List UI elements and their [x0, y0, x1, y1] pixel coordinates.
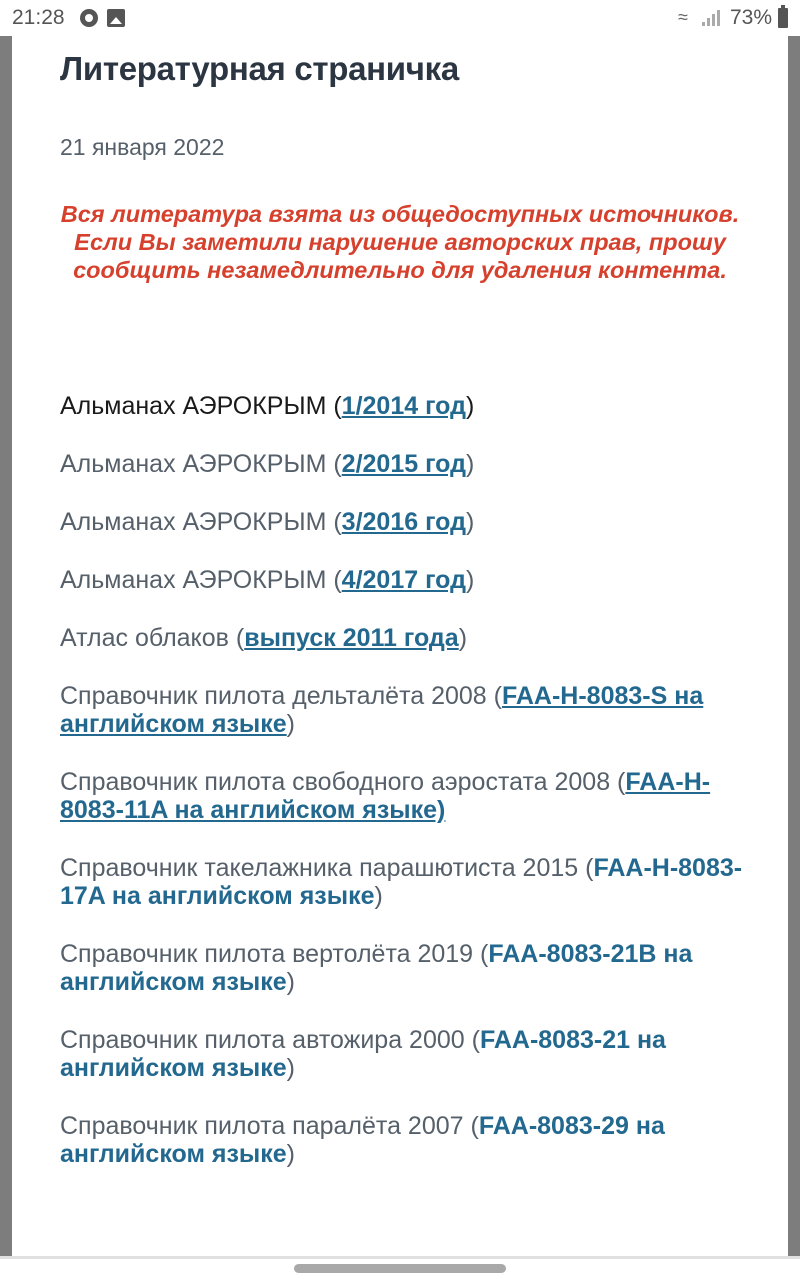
- item-link[interactable]: FAA-8083-21B на английском языке: [60, 940, 693, 996]
- list-item: Справочник пилота паралёта 2007 (FAA-8083-29 на английском языке): [60, 1112, 665, 1168]
- item-link[interactable]: 4/2017 год: [341, 566, 466, 594]
- page-title: Литературная страничка: [60, 50, 459, 87]
- gallery-icon: [107, 9, 125, 27]
- post-date: 21 января 2022: [60, 134, 225, 160]
- bottom-divider: [0, 1256, 800, 1259]
- page-frame-left: [0, 36, 12, 1256]
- list-item: Альманах АЭРОКРЫМ (4/2017 год): [60, 566, 475, 594]
- list-item: Альманах АЭРОКРЫМ (2/2015 год): [60, 450, 475, 478]
- article-content: [12, 36, 788, 1256]
- literature-list: [60, 392, 750, 1198]
- list-item: Справочник такелажника парашютиста 2015 (FAA-H-8083-17A на английском языке): [60, 854, 743, 910]
- list-item: Альманах АЭРОКРЫМ (3/2016 год): [60, 508, 475, 536]
- list-item: Справочник пилота свободного аэростата 2008 (FAA-H-8083-11A на английском языке): [60, 768, 711, 824]
- status-time: 21:28: [12, 6, 65, 29]
- signal-icon: [702, 10, 724, 26]
- list-item: Справочник пилота автожира 2000 (FAA-8083-21 на английском языке): [60, 1026, 666, 1082]
- item-link[interactable]: FAA-H-8083-11A на английском языке): [60, 768, 711, 824]
- list-item: Альманах АЭРОКРЫМ (1/2014 год): [60, 392, 475, 420]
- list-item: Справочник пилота дельталёта 2008 (FAA-H-8083-S на английском языке): [60, 682, 704, 738]
- list-item: Атлас облаков (выпуск 2011 года): [60, 624, 468, 652]
- item-link[interactable]: FAA-8083-21 на английском языке: [60, 1026, 666, 1082]
- item-link[interactable]: FAA-H-8083-S на английском языке: [60, 682, 704, 738]
- wifi-icon: ≈: [678, 7, 688, 27]
- list-item: Справочник пилота вертолёта 2019 (FAA-8083-21B на английском языке): [60, 940, 693, 996]
- gesture-nav-handle[interactable]: [294, 1264, 506, 1273]
- chrome-icon: [80, 9, 98, 27]
- page-frame-right: [788, 36, 800, 1256]
- item-link[interactable]: 1/2014 год: [341, 392, 466, 420]
- item-link[interactable]: выпуск 2011 года: [244, 624, 459, 652]
- status-bar: [0, 0, 800, 36]
- battery-percent: 73%: [730, 6, 773, 29]
- copyright-notice: Вся литература взята из общедоступных источников. Если Вы заметили нарушение авторских прав, прошу сообщить незамедлительно для удаления контента.: [60, 201, 740, 283]
- item-link[interactable]: 3/2016 год: [341, 508, 466, 536]
- battery-icon: [778, 8, 788, 28]
- item-link[interactable]: 2/2015 год: [341, 450, 466, 478]
- item-link[interactable]: FAA-8083-29 на английском языке: [60, 1112, 665, 1168]
- item-link[interactable]: FAA-H-8083-17A на английском языке: [60, 854, 743, 910]
